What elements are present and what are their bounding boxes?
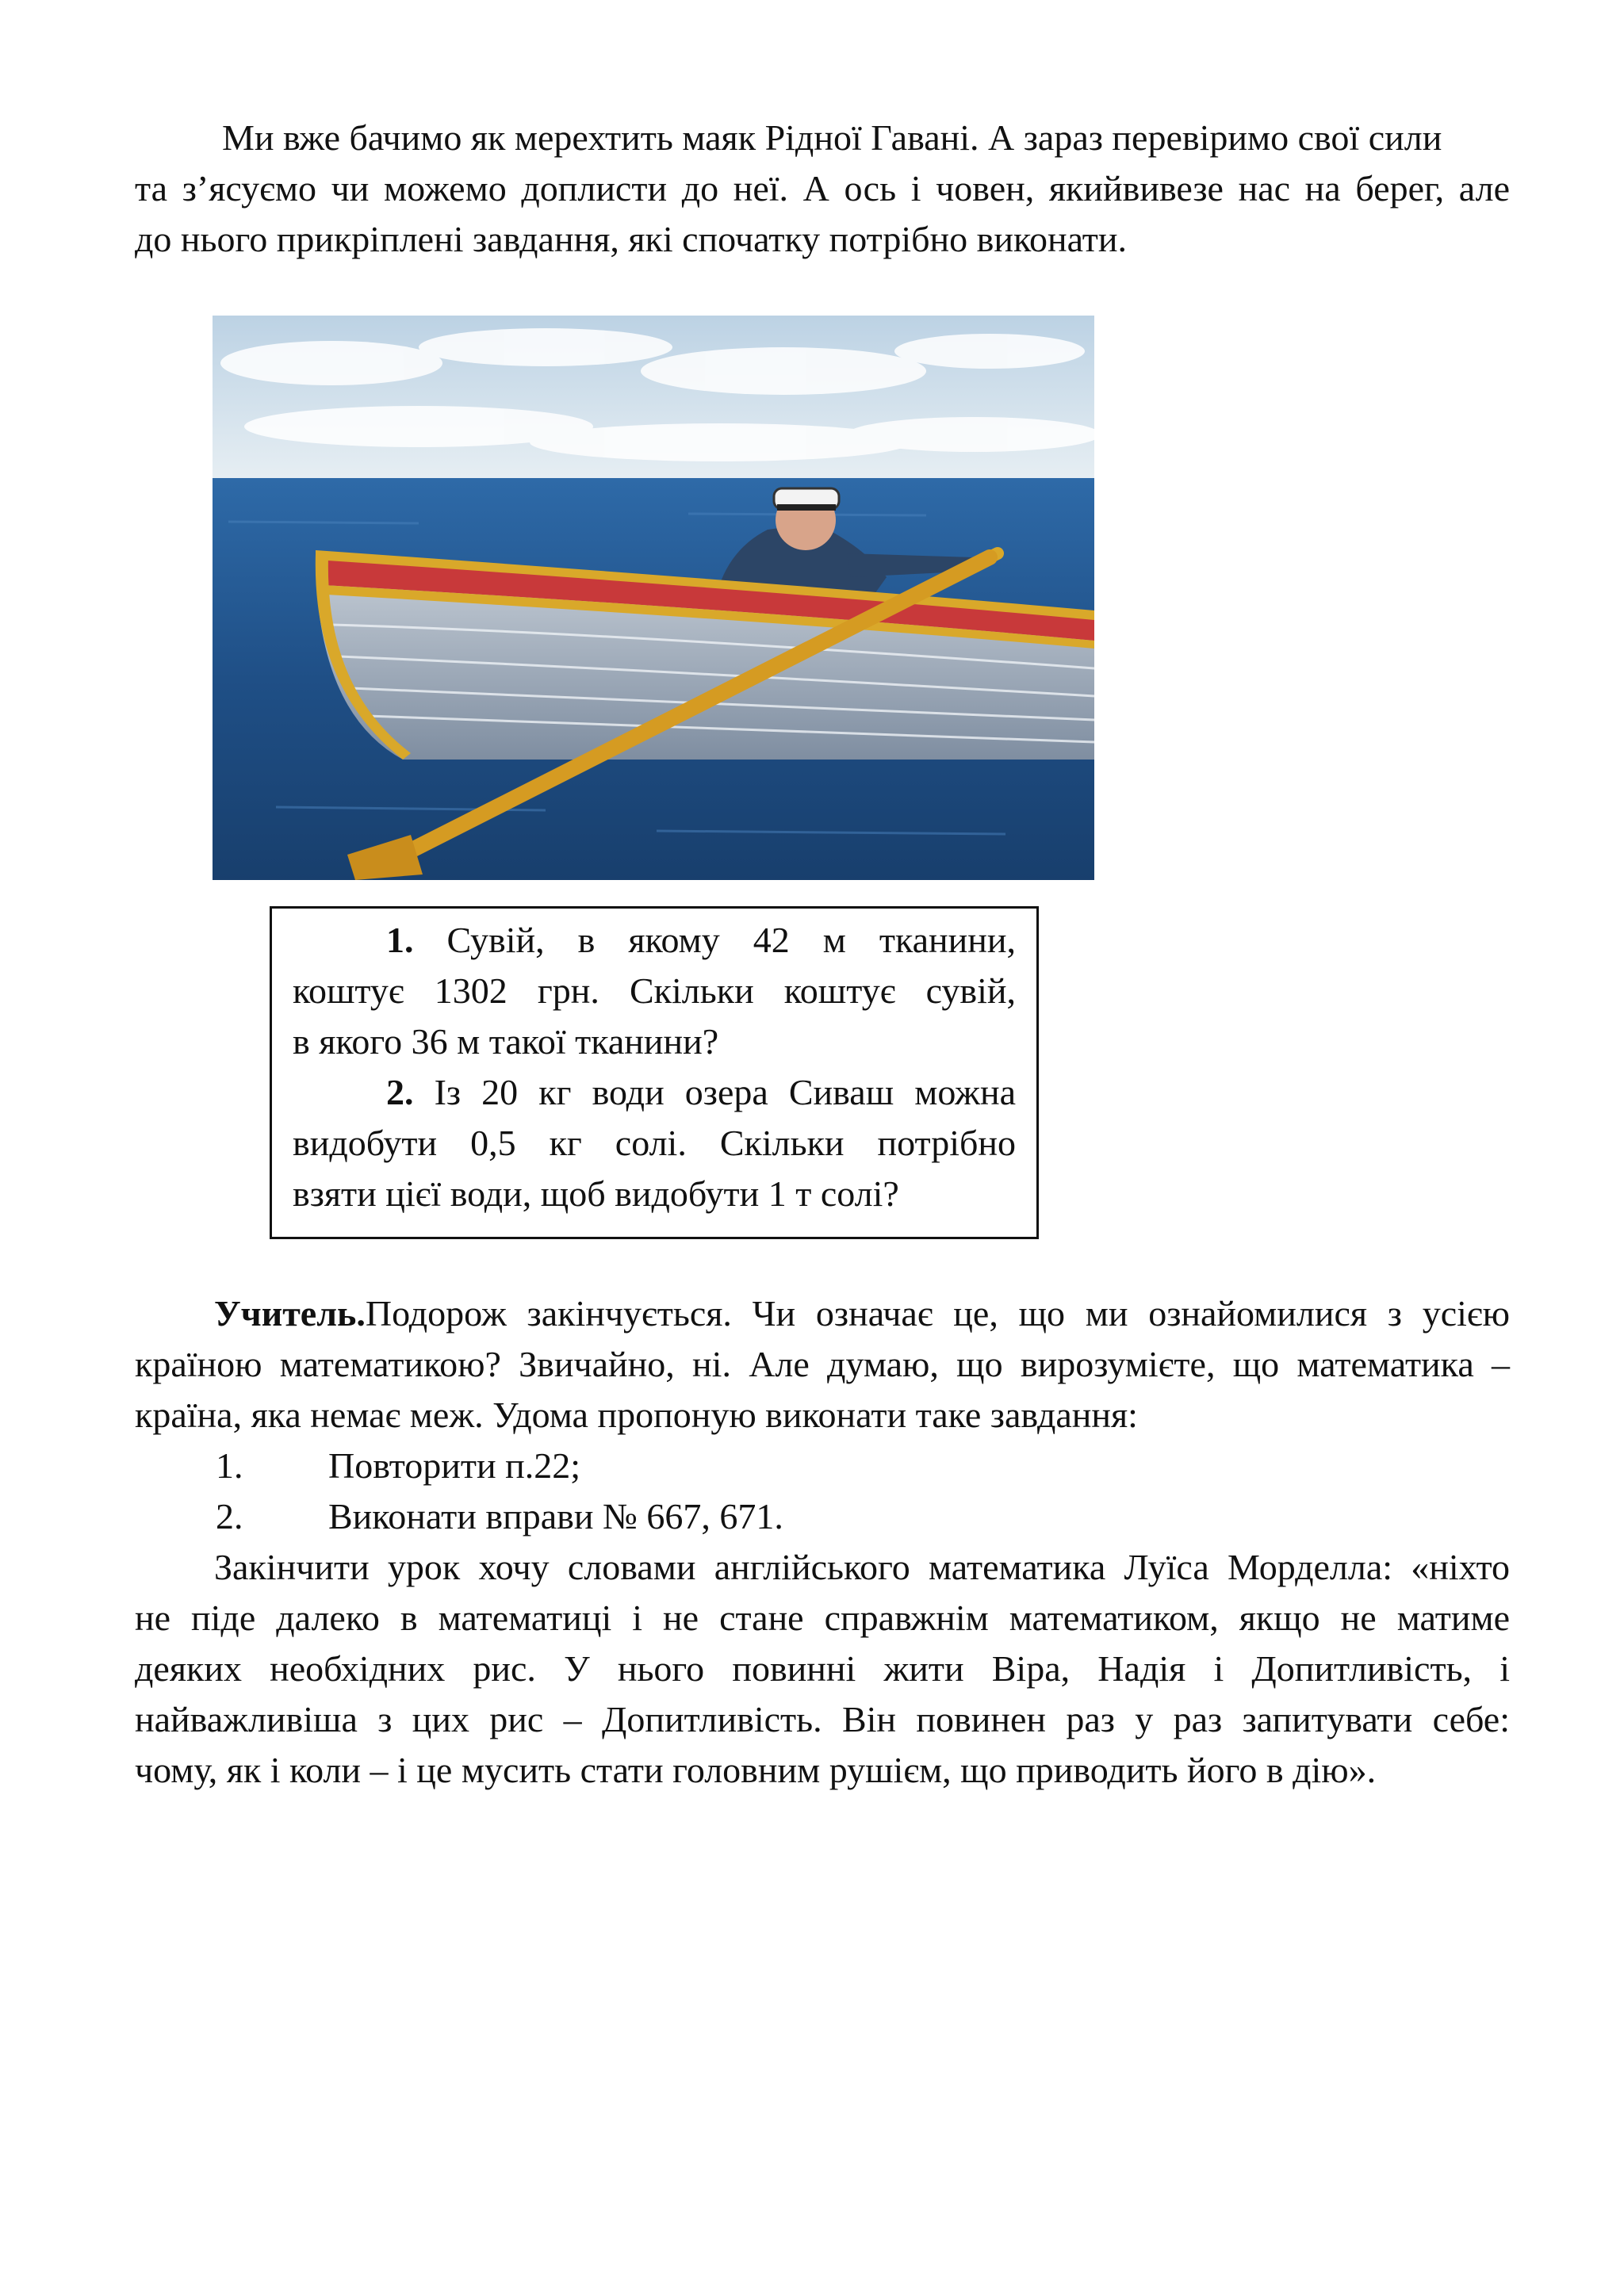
tasks-box [270, 906, 1039, 1239]
task-2-line-3: взяти цієї води, щоб видобути 1 т солі? [293, 1173, 899, 1214]
rowing-boat-illustration [213, 316, 1094, 880]
intro-line-3: до нього прикріплені завдання, які спочатку потрібно виконати. [135, 219, 1128, 259]
task-1-line-2: коштує 1302 грн. Скільки коштує сувій, [293, 970, 1016, 1011]
homework-item-1-text: Повторити п.22; [328, 1445, 581, 1486]
homework-item-2-number: 2. [216, 1496, 243, 1536]
task-2-line-2: видобути 0,5 кг солі. Скільки потрібно [293, 1123, 1016, 1163]
homework-item-2-text: Виконати вправи № 667, 671. [328, 1496, 783, 1536]
teacher-paragraph [135, 1288, 1510, 1441]
task-2 [293, 1067, 1016, 1219]
homework-item-2 [216, 1491, 783, 1542]
intro-paragraph [135, 113, 1510, 265]
teacher-line-3: країна, яка немає меж. Удома пропоную виконати таке завдання: [135, 1395, 1138, 1435]
task-1-line-3: в якого 36 м такої тканини? [293, 1021, 719, 1062]
task-1-line-1 [293, 915, 1016, 966]
quote-line-4: найважливіша з цих рис – Допитливість. Він повинен раз у раз запитувати себе: [135, 1699, 1510, 1739]
teacher-text-1: Подорож закінчується. Чи означає це, що ми ознайомилися з усією [365, 1293, 1510, 1334]
task-1-text-1: Сувій, в якому 42 м тканини, [446, 920, 1017, 960]
quote-line-5: чому, як і коли – і це мусить стати головним рушієм, що приводить його в дію». [135, 1750, 1377, 1790]
intro-line-2: та з’ясуємо чи можемо доплисти до неї. А ось і човен, якийвивезе нас на берег, але [135, 168, 1510, 209]
homework-item-1 [216, 1441, 580, 1491]
task-1 [293, 915, 1016, 1067]
task-2-line-1 [293, 1067, 1016, 1118]
quote-paragraph [135, 1542, 1510, 1796]
task-2-number: 2. [386, 1072, 414, 1112]
quote-line-2: не піде далеко в математиці і не стане справжнім математиком, якщо не матиме [135, 1598, 1510, 1638]
task-1-number: 1. [386, 920, 414, 960]
quote-line-1: Закінчити урок хочу словами англійського математика Луїса Морделла: «ніхто [214, 1547, 1510, 1587]
teacher-line-2: країною математикою? Звичайно, ні. Але думаю, що вирозумієте, що математика – [135, 1344, 1510, 1384]
intro-line-1: Ми вже бачимо як мерехтить маяк Рідної Гавані. А зараз перевіримо свої сили [222, 117, 1442, 158]
teacher-label: Учитель. [214, 1293, 366, 1334]
teacher-line-1 [135, 1288, 1510, 1339]
quote-line-3: деяких необхідних рис. У нього повинні жити Віра, Надія і Допитливість, і [135, 1648, 1510, 1689]
homework-item-1-number: 1. [216, 1445, 243, 1486]
task-2-text-1: Із 20 кг води озера Сиваш можна [434, 1072, 1016, 1112]
